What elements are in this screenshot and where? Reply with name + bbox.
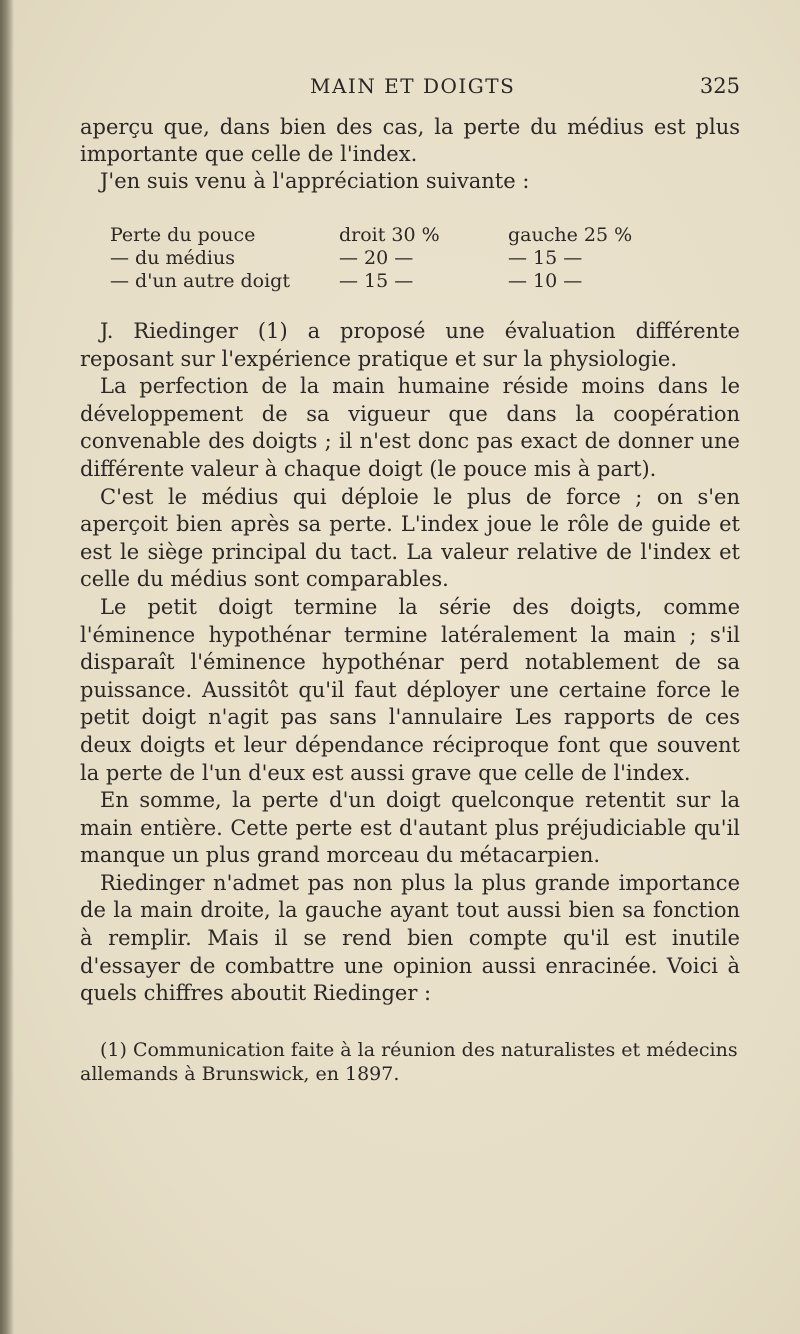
page-number: 325 — [699, 74, 740, 98]
table-row — [80, 270, 740, 293]
intro-lead-in: J'en suis venu à l'appréciation suivante : — [100, 169, 530, 193]
paragraph: Le petit doigt termine la série des doigts, comme l'éminence hypothénar termine latéralement la main ; s'il disparaît l'éminence hypothénar perd notablement de sa puissance. Aussitôt qu'il faut déployer une certaine force le petit doigt n'agit pas sans l'annulaire Les rapports de ces deux doigts et leur dépendance réciproque font que souvent la perte de l'un d'eux est aussi grave que celle de l'index. — [80, 594, 740, 785]
row-label: — d'un autre doigt — [110, 270, 290, 292]
left-hand-value: gauche 25 % — [508, 224, 633, 246]
paragraph: La perfection de la main humaine réside moins dans le développement de sa vigueur que dans la coopération convenable des doigts ; il n'est donc pas exact de donner une différente valeur à chaque doigt (le pouce mis à part). — [80, 374, 740, 481]
table-row — [80, 224, 740, 247]
intro-text — [80, 114, 740, 195]
paragraph: J. Riedinger (1) a proposé une évaluation différente reposant sur l'expérience pratique et sur la physiologie. — [80, 319, 740, 371]
paragraph: Riedinger n'admet pas non plus la plus grande importance de la main droite, la gauche ayant tout aussi bien sa fonction à remplir. Mais il se rend bien compte qu'il est inutile d'essayer de combattre une opinion aussi enracinée. Voici à quels chiffres aboutit Riedinger : — [80, 870, 740, 1006]
table-row — [80, 247, 740, 270]
left-hand-value: — 15 — — [508, 247, 583, 269]
loss-rate-table — [80, 224, 740, 293]
right-hand-value: — 20 — — [339, 247, 414, 269]
footnote: (1) Communication faite à la réunion des naturalistes et médecins allemands à Brunswick, en 1897. — [80, 1039, 738, 1085]
right-hand-value: — 15 — — [339, 270, 414, 292]
left-hand-value: — 10 — — [508, 270, 583, 292]
paragraph: C'est le médius qui déploie le plus de force ; on s'en aperçoit bien après sa perte. L'index joue le rôle de guide et est le siège principal du tact. La valeur relative de l'index et celle du médius sont comparables. — [80, 484, 740, 592]
row-label: Perte du pouce — [110, 224, 256, 246]
book-spine-shadow — [0, 0, 14, 1334]
running-head — [80, 74, 740, 102]
right-hand-value: droit 30 % — [339, 224, 440, 246]
main-text — [80, 318, 740, 1008]
paragraph: En somme, la perte d'un doigt quelconque retentit sur la main entière. Cette perte est d'autant plus préjudiciable qu'il manque un plus grand morceau du métacarpien. — [80, 788, 740, 868]
row-label: — du médius — [110, 247, 235, 269]
running-title: MAIN ET DOIGTS — [310, 74, 516, 98]
intro-paragraph: aperçu que, dans bien des cas, la perte du médius est plus importante que celle de l'index. — [80, 115, 740, 166]
